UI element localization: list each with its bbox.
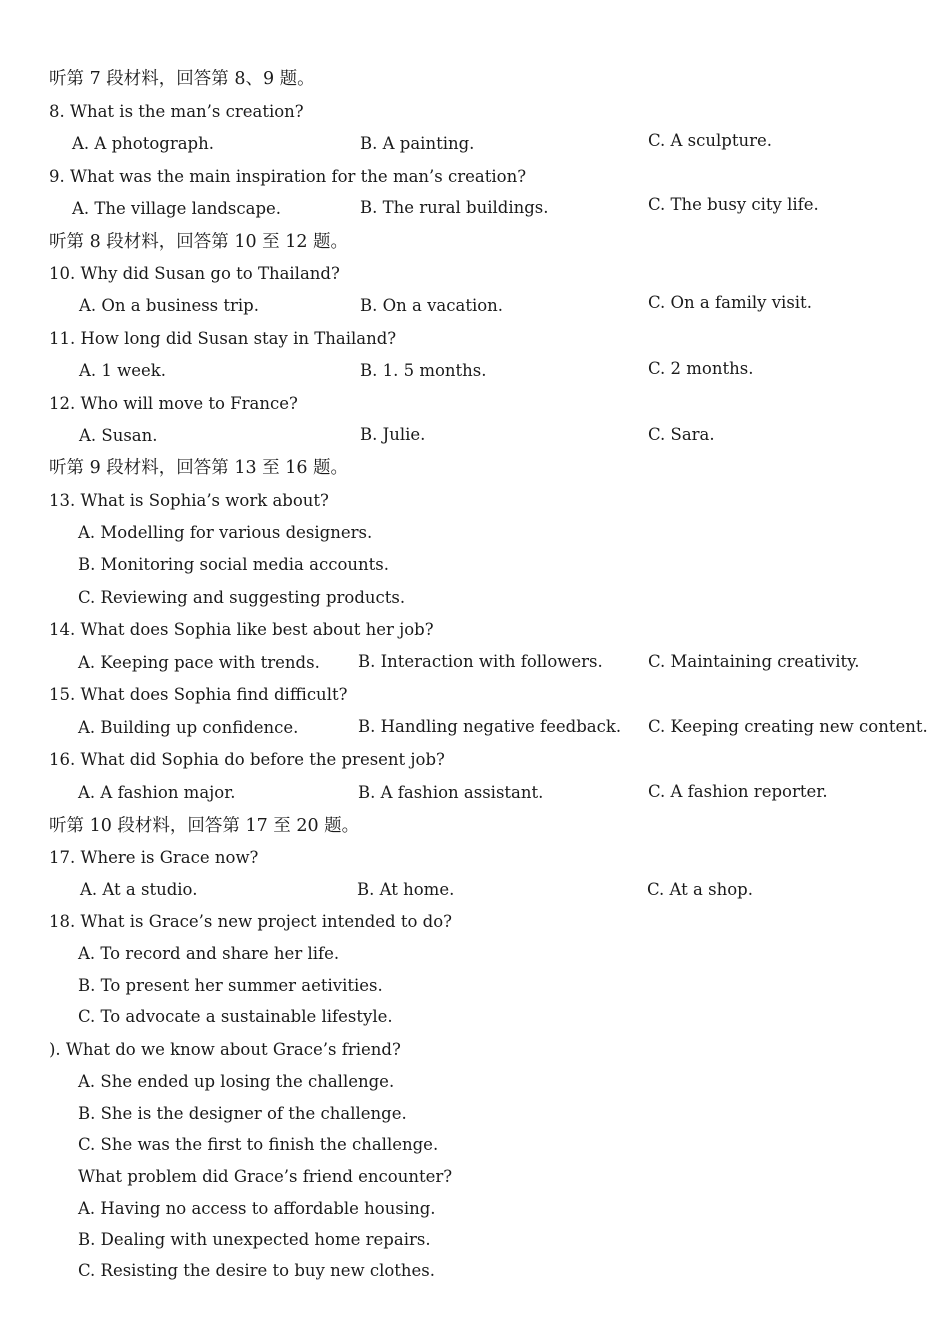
option-b: B. Handling negative feedback.	[358, 717, 622, 736]
option-b: B. To present her summer aetivities.	[78, 976, 383, 995]
option-c: C. Resisting the desire to buy new clothes.	[78, 1261, 436, 1280]
option-a: A. Having no access to affordable housing.	[78, 1199, 436, 1218]
question-stem: 18. What is Grace’s new project intended to do?	[49, 912, 452, 931]
option-a: A. She ended up losing the challenge.	[78, 1072, 395, 1091]
section-header: 听第 9 段材料，回答第 13 至 16 题。	[49, 458, 349, 478]
option-c: C. At a shop.	[647, 880, 753, 899]
option-c: C. Keeping creating new content.	[648, 717, 928, 736]
option-b: B. Interaction with followers.	[358, 652, 603, 671]
option-a: A. 1 week.	[79, 361, 167, 380]
option-a: A. Building up confidence.	[78, 718, 299, 737]
option-b: B. Monitoring social media accounts.	[78, 555, 389, 574]
option-c: C. Sara.	[648, 425, 715, 444]
section-header: 听第 8 段材料，回答第 10 至 12 题。	[49, 232, 349, 252]
option-c: C. 2 months.	[648, 359, 754, 378]
question-stem: ). What do we know about Grace’s friend?	[49, 1040, 401, 1059]
question-stem: 14. What does Sophia like best about her job?	[49, 620, 434, 639]
option-b: B. A fashion assistant.	[358, 783, 544, 802]
option-c: C. On a family visit.	[648, 293, 812, 312]
question-stem: 17. Where is Grace now?	[49, 848, 259, 867]
option-b: B. On a vacation.	[360, 296, 504, 315]
option-b: B. A painting.	[360, 134, 475, 153]
section-header: 听第 10 段材料，回答第 17 至 20 题。	[49, 816, 360, 836]
option-a: A. A fashion major.	[78, 783, 236, 802]
option-c: C. She was the first to finish the challenge.	[78, 1135, 439, 1154]
option-a: A. Modelling for various designers.	[78, 523, 373, 542]
option-a: A. On a business trip.	[79, 296, 259, 315]
question-stem: 8. What is the man’s creation?	[49, 102, 304, 121]
option-b: B. At home.	[357, 880, 455, 899]
option-a: A. At a studio.	[80, 880, 198, 899]
option-c: C. The busy city life.	[648, 195, 819, 214]
option-a: A. A photograph.	[72, 134, 214, 153]
option-b: B. Julie.	[360, 425, 426, 444]
option-b: B. She is the designer of the challenge.	[78, 1104, 407, 1123]
question-stem: 10. Why did Susan go to Thailand?	[49, 264, 340, 283]
option-a: A. Keeping pace with trends.	[78, 653, 320, 672]
question-stem: 9. What was the main inspiration for the man’s creation?	[49, 167, 527, 186]
option-c: C. A sculpture.	[648, 131, 773, 150]
option-c: C. A fashion reporter.	[648, 782, 828, 801]
option-c: C. Maintaining creativity.	[648, 652, 860, 671]
question-stem: 15. What does Sophia find difficult?	[49, 685, 348, 704]
option-c: C. To advocate a sustainable lifestyle.	[78, 1007, 393, 1026]
section-header: 听第 7 段材料，回答第 8、9 题。	[49, 69, 315, 89]
option-b: B. 1. 5 months.	[360, 361, 487, 380]
option-c: C. Reviewing and suggesting products.	[78, 588, 406, 607]
question-stem: What problem did Grace’s friend encounter?	[78, 1167, 453, 1186]
option-b: B. Dealing with unexpected home repairs.	[78, 1230, 431, 1249]
option-b: B. The rural buildings.	[360, 198, 549, 217]
question-stem: 16. What did Sophia do before the present job?	[49, 750, 445, 769]
question-stem: 13. What is Sophia’s work about?	[49, 491, 329, 510]
question-stem: 11. How long did Susan stay in Thailand?	[49, 329, 397, 348]
option-a: A. The village landscape.	[72, 199, 282, 218]
option-a: A. To record and share her life.	[78, 944, 340, 963]
question-stem: 12. Who will move to France?	[49, 394, 298, 413]
option-a: A. Susan.	[79, 426, 158, 445]
